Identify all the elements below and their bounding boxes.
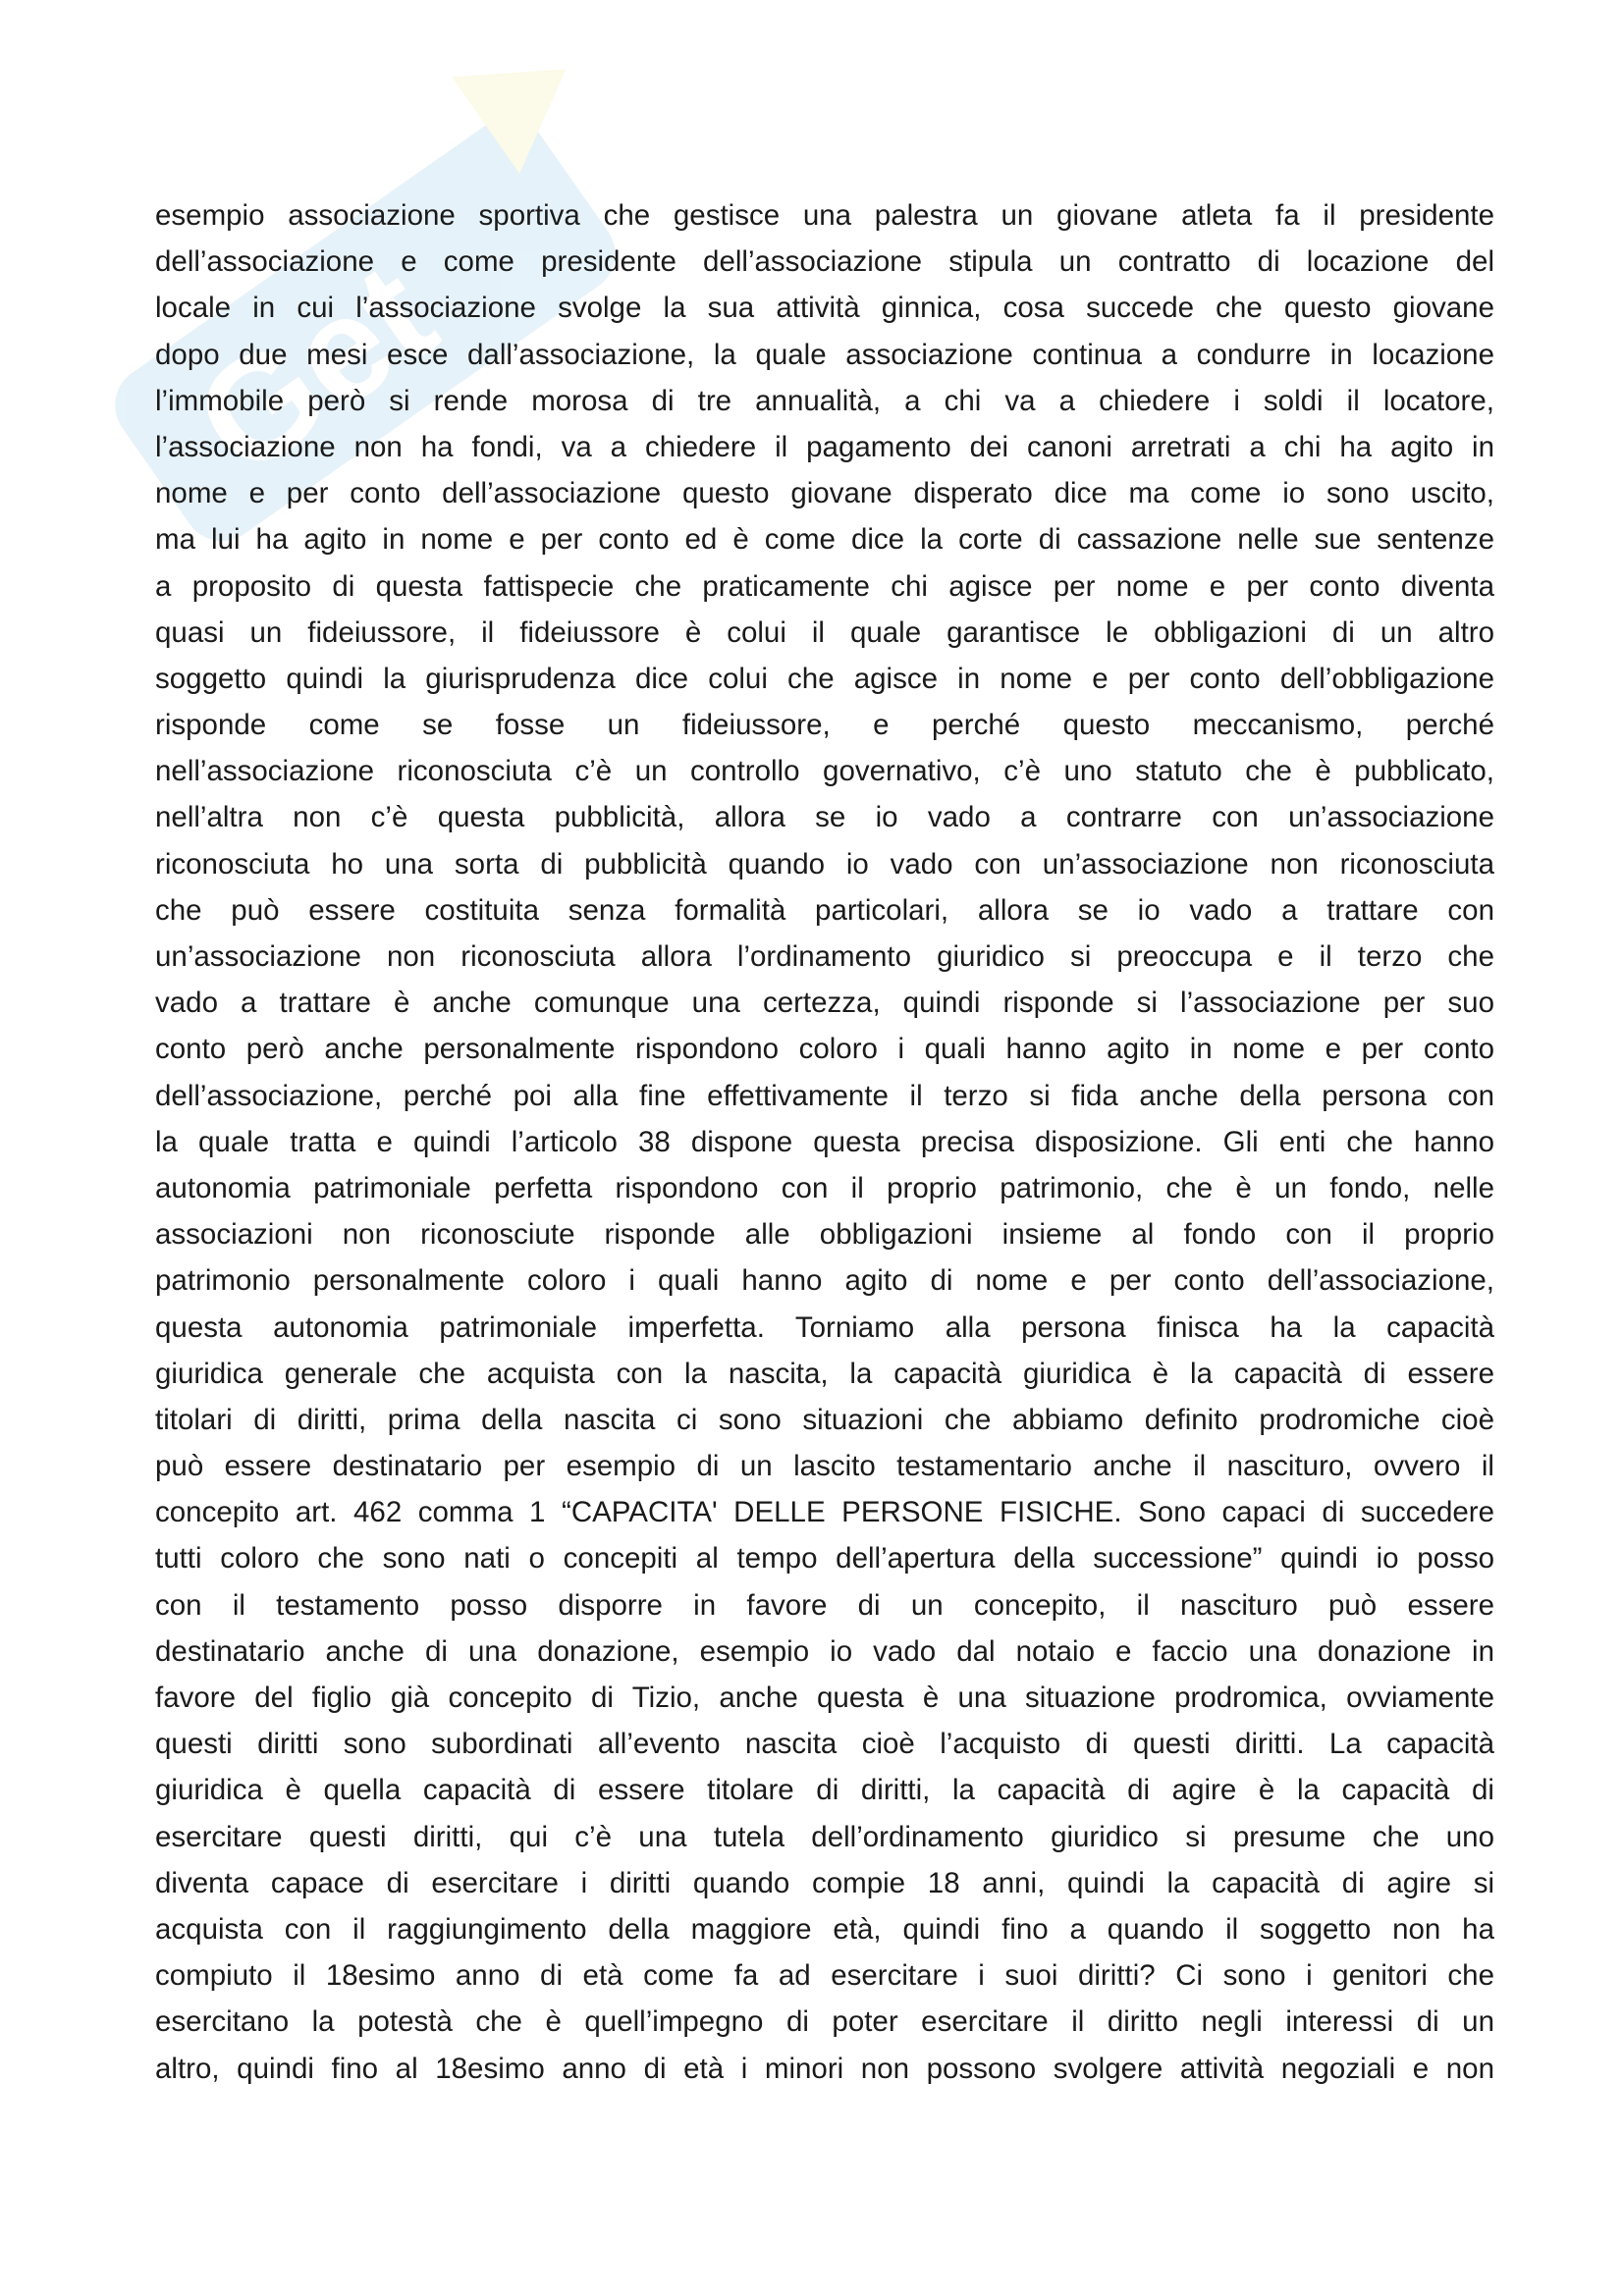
text-line: ma lui ha agito in nome e per conto ed è come dice la corte di cassazione nelle sue sentenze	[155, 523, 1494, 557]
text-line: la quale tratta e quindi l’articolo 38 dispone questa precisa disposizione. Gli enti che hanno	[155, 1125, 1494, 1158]
text-line: dopo due mesi esce dall’associazione, la quale associazione continua a condurre in locazione	[155, 338, 1494, 371]
text-line: un’associazione non riconosciuta allora l’ordinamento giuridico si preoccupa e il terzo che	[155, 940, 1494, 973]
text-line: esercitano la potestà che è quell’impegno di poter esercitare il diritto negli interessi di un	[155, 2005, 1494, 2039]
text-line: a proposito di questa fattispecie che praticamente chi agisce per nome e per conto diventa	[155, 569, 1494, 603]
text-line: tutti coloro che sono nati o concepiti al tempo dell’apertura della successione” quindi io posso	[155, 1542, 1494, 1575]
text-line: nome e per conto dell’associazione questo giovane disperato dice ma come io sono uscito,	[155, 477, 1494, 510]
text-line: dell’associazione e come presidente dell’associazione stipula un contratto di locazione del	[155, 245, 1494, 279]
text-line: concepito art. 462 comma 1 “CAPACITA' DELLE PERSONE FISICHE. Sono capaci di succedere	[155, 1496, 1494, 1529]
text-line: diventa capace di esercitare i diritti quando compie 18 anni, quindi la capacità di agire si	[155, 1866, 1494, 1899]
text-line: riconosciuta ho una sorta di pubblicità quando io vado con un’associazione non riconosciuta	[155, 847, 1494, 881]
text-line: acquista con il raggiungimento della maggiore età, quindi fino a quando il soggetto non ha	[155, 1912, 1494, 1946]
text-line: dell’associazione, perché poi alla fine effettivamente il terzo si fida anche della persona con	[155, 1079, 1494, 1112]
text-line: compiuto il 18esimo anno di età come fa ad esercitare i suoi diritti? Ci sono i genitori che	[155, 1959, 1494, 1993]
text-line: titolari di diritti, prima della nascita ci sono situazioni che abbiamo definito prodromiche cioè	[155, 1403, 1494, 1436]
text-line: conto però anche personalmente rispondono coloro i quali hanno agito in nome e per conto	[155, 1033, 1494, 1066]
text-line: con il testamento posso disporre in favore di un concepito, il nascituro può essere	[155, 1588, 1494, 1622]
text-line: può essere destinatario per esempio di un lascito testamentario anche il nascituro, ovvero il	[155, 1450, 1494, 1483]
text-line: risponde come se fosse un fideiussore, e perché questo meccanismo, perché	[155, 709, 1494, 742]
text-line: nell’associazione riconosciuta c’è un controllo governativo, c’è uno statuto che è pubblicato,	[155, 755, 1494, 788]
text-line: questi diritti sono subordinati all’evento nascita cioè l’acquisto di questi diritti. La capacità	[155, 1728, 1494, 1761]
text-line: l’associazione non ha fondi, va a chiedere il pagamento dei canoni arretrati a chi ha agito in	[155, 430, 1494, 463]
text-line: questa autonomia patrimoniale imperfetta. Torniamo alla persona finisca ha la capacità	[155, 1310, 1494, 1344]
text-line: l’immobile però si rende morosa di tre annualità, a chi va a chiedere i soldi il locatore,	[155, 384, 1494, 417]
text-line: associazioni non riconosciute risponde alle obbligazioni insieme al fondo con il proprio	[155, 1218, 1494, 1252]
text-line: soggetto quindi la giurisprudenza dice colui che agisce in nome e per conto dell’obbligazione	[155, 662, 1494, 695]
text-line: nell’altra non c’è questa pubblicità, allora se io vado a contrarre con un’associazione	[155, 801, 1494, 834]
document-body	[155, 192, 1494, 2092]
text-line: patrimonio personalmente coloro i quali hanno agito di nome e per conto dell’associazione,	[155, 1264, 1494, 1298]
text-line: esercitare questi diritti, qui c’è una tutela dell’ordinamento giuridico si presume che uno	[155, 1820, 1494, 1853]
text-line: destinatario anche di una donazione, esempio io vado dal notaio e faccio una donazione in	[155, 1634, 1494, 1668]
text-line: che può essere costituita senza formalità particolari, allora se io vado a trattare con	[155, 893, 1494, 927]
text-line: autonomia patrimoniale perfetta rispondono con il proprio patrimonio, che è un fondo, nelle	[155, 1171, 1494, 1204]
text-line: locale in cui l’associazione svolge la sua attività ginnica, cosa succede che questo giovane	[155, 292, 1494, 325]
text-line: quasi un fideiussore, il fideiussore è colui il quale garantisce le obbligazioni di un altro	[155, 615, 1494, 649]
text-line: vado a trattare è anche comunque una certezza, quindi risponde si l’associazione per suo	[155, 987, 1494, 1020]
text-line: esempio associazione sportiva che gestisce una palestra un giovane atleta fa il presidente	[155, 199, 1494, 232]
text-line: giuridica generale che acquista con la nascita, la capacità giuridica è la capacità di essere	[155, 1357, 1494, 1390]
watermark-text: Get	[166, 230, 462, 507]
text-line: altro, quindi fino al 18esimo anno di età i minori non possono svolgere attività negoziali e non	[155, 2052, 1494, 2085]
text-line: giuridica è quella capacità di essere titolare di diritti, la capacità di agire è la capacità di	[155, 1774, 1494, 1807]
text-line: favore del figlio già concepito di Tizio, anche questa è una situazione prodromica, ovviamente	[155, 1682, 1494, 1714]
